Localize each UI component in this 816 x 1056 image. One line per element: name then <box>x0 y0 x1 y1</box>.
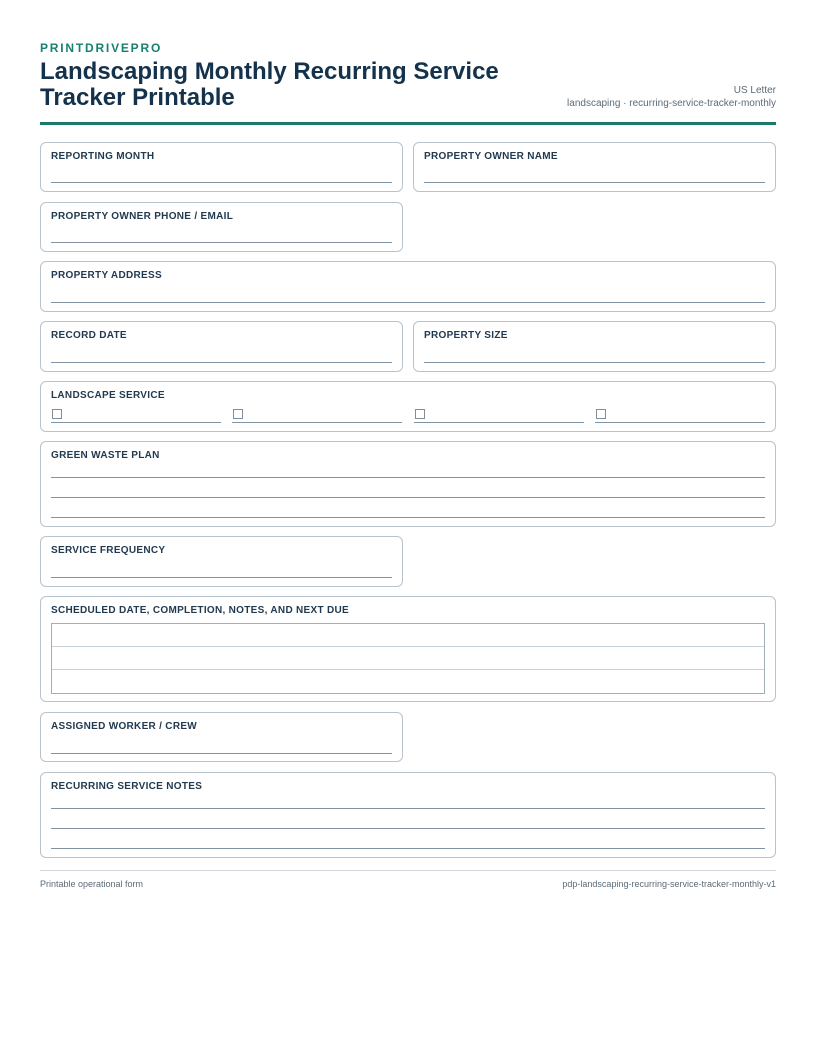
assigned-worker-input-line[interactable] <box>51 753 392 754</box>
property-size-field <box>413 321 776 372</box>
record-date-input-line[interactable] <box>51 362 392 363</box>
reporting-month-input-line[interactable] <box>51 182 392 183</box>
property-owner-name-label: PROPERTY OWNER NAME <box>424 151 558 162</box>
schedule-table-field <box>40 596 776 702</box>
landscape-service-checkbox-1[interactable] <box>52 409 62 419</box>
footer-form-id: pdp-landscaping-recurring-service-tracker-monthly-v1 <box>562 879 776 889</box>
property-owner-contact-label: PROPERTY OWNER PHONE / EMAIL <box>51 211 234 222</box>
brand-name: PRINTDRIVEPRO <box>40 41 163 55</box>
schedule-table-label: SCHEDULED DATE, COMPLETION, NOTES, AND NEXT DUE <box>51 605 350 616</box>
property-owner-name-input-line[interactable] <box>424 182 765 183</box>
footer-divider <box>40 870 776 871</box>
property-owner-name-field <box>413 142 776 192</box>
green-waste-plan-label: GREEN WASTE PLAN <box>51 450 160 461</box>
property-size-input-line[interactable] <box>424 362 765 363</box>
landscape-service-label: LANDSCAPE SERVICE <box>51 390 165 401</box>
reporting-month-label: REPORTING MONTH <box>51 151 155 162</box>
service-frequency-input-line[interactable] <box>51 577 392 578</box>
service-frequency-label: SERVICE FREQUENCY <box>51 545 166 556</box>
landscape-service-option-line-1[interactable] <box>51 422 221 423</box>
record-date-field <box>40 321 403 372</box>
record-date-label: RECORD DATE <box>51 330 127 341</box>
page-title: Landscaping Monthly Recurring Service Tracker Printable <box>40 58 499 111</box>
paper-size-label: US Letter <box>733 85 776 96</box>
landscape-service-option-line-3[interactable] <box>414 422 584 423</box>
landscape-service-option-line-4[interactable] <box>595 422 765 423</box>
landscape-service-option-line-2[interactable] <box>232 422 402 423</box>
green-waste-plan-line-1[interactable] <box>51 477 765 478</box>
green-waste-plan-line-3[interactable] <box>51 517 765 518</box>
green-waste-plan-field <box>40 441 776 527</box>
assigned-worker-field <box>40 712 403 762</box>
recurring-notes-field <box>40 772 776 858</box>
schedule-table-row[interactable] <box>52 670 764 693</box>
property-address-label: PROPERTY ADDRESS <box>51 270 162 281</box>
tags-label: landscaping · recurring-service-tracker-monthly <box>567 98 776 109</box>
recurring-notes-line-3[interactable] <box>51 848 765 849</box>
landscape-service-checkbox-2[interactable] <box>233 409 243 419</box>
recurring-notes-line-2[interactable] <box>51 828 765 829</box>
property-address-input-line[interactable] <box>51 302 765 303</box>
property-address-field <box>40 261 776 312</box>
property-size-label: PROPERTY SIZE <box>424 330 508 341</box>
service-frequency-field <box>40 536 403 587</box>
reporting-month-field <box>40 142 403 192</box>
property-owner-contact-field <box>40 202 403 252</box>
schedule-table-row[interactable] <box>52 647 764 670</box>
assigned-worker-label: ASSIGNED WORKER / CREW <box>51 721 198 732</box>
recurring-notes-label: RECURRING SERVICE NOTES <box>51 781 203 792</box>
property-owner-contact-input-line[interactable] <box>51 242 392 243</box>
landscape-service-checkbox-4[interactable] <box>596 409 606 419</box>
schedule-table <box>51 623 765 694</box>
green-waste-plan-line-2[interactable] <box>51 497 765 498</box>
header-divider <box>40 122 776 125</box>
schedule-table-row[interactable] <box>52 624 764 647</box>
landscape-service-checkbox-3[interactable] <box>415 409 425 419</box>
recurring-notes-line-1[interactable] <box>51 808 765 809</box>
landscape-service-field <box>40 381 776 432</box>
page-meta <box>567 84 776 110</box>
footer-left-text: Printable operational form <box>40 879 144 889</box>
